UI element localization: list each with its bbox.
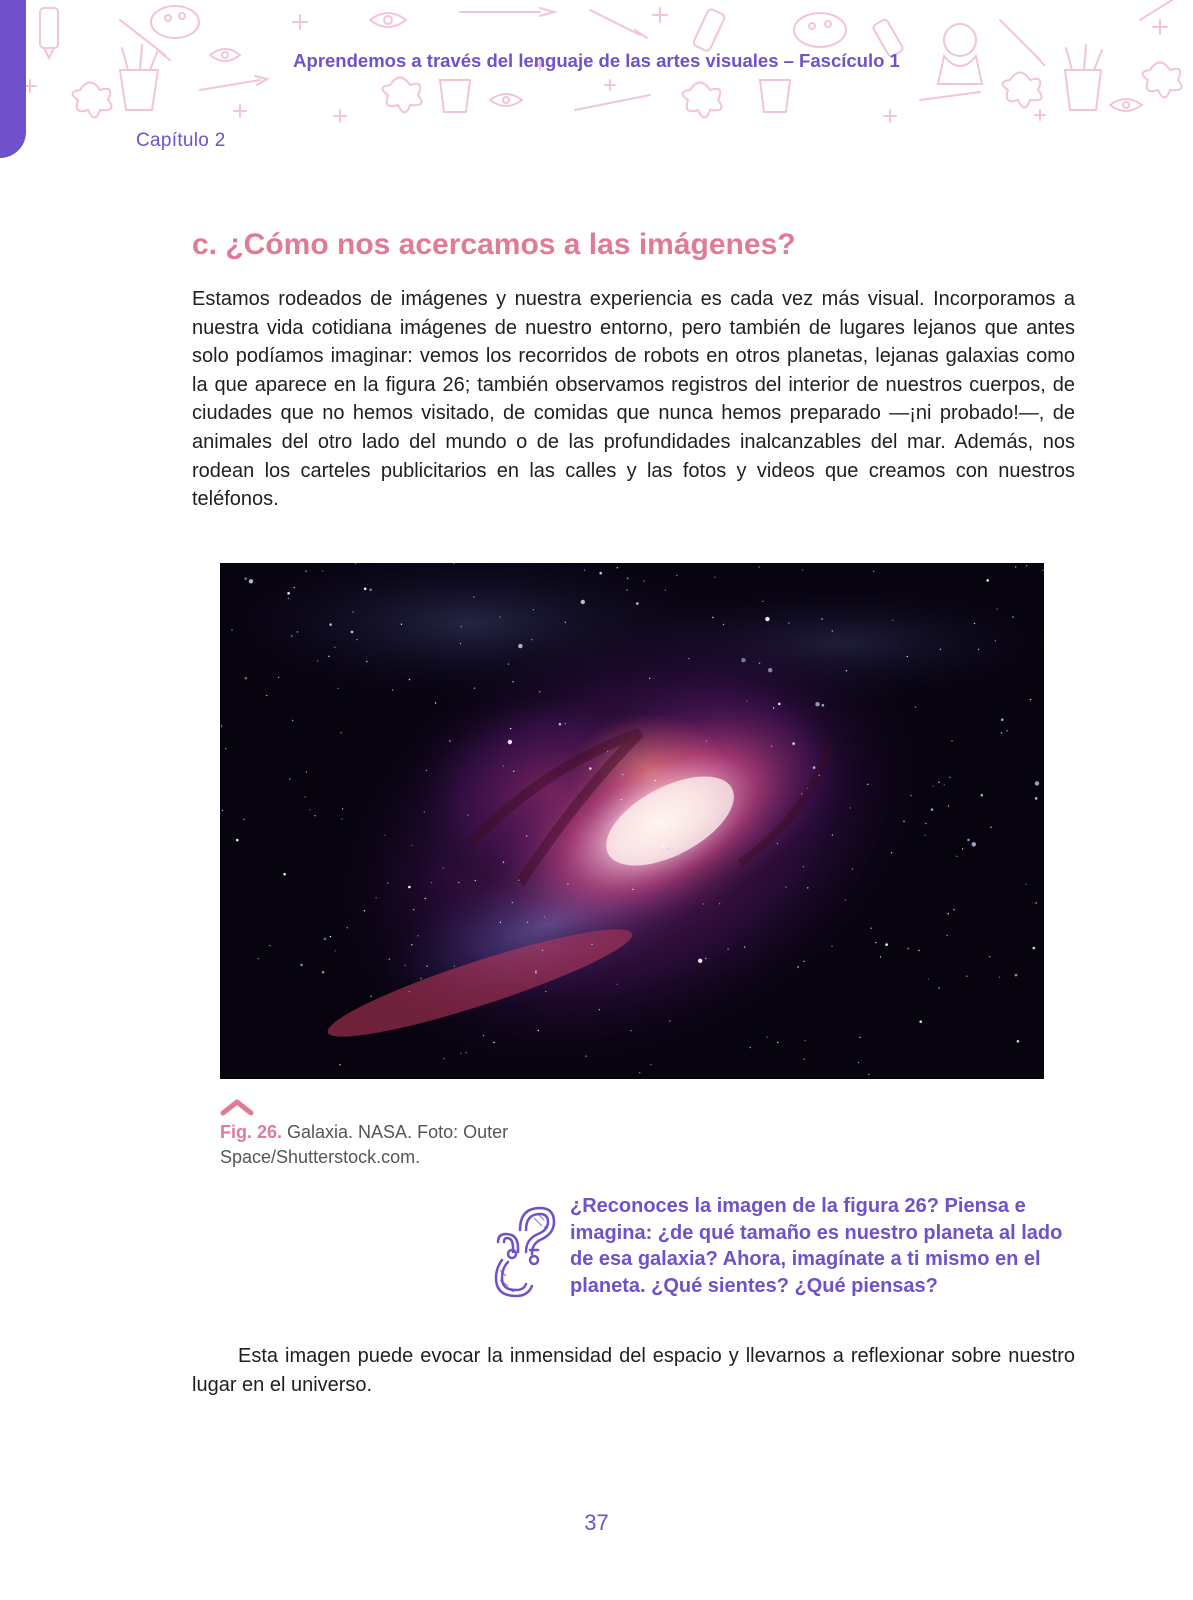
figure-label: Fig. 26.	[220, 1122, 283, 1142]
section-title: c. ¿Cómo nos acercamos a las imágenes?	[192, 228, 796, 261]
galaxy-photo	[220, 563, 1044, 1079]
series-title: Aprendemos a través del lenguaje de las artes visuales – Fascículo 1	[293, 50, 900, 71]
figure-caption	[220, 1120, 550, 1170]
body-paragraph-2: Esta imagen puede evocar la inmensidad del espacio y llevarnos a reflexionar sobre nuestro lugar en el universo.	[192, 1345, 1075, 1396]
reflection-question: ¿Reconoces la imagen de la figura 26? Piensa e imagina: ¿de qué tamaño es nuestro planeta al lado de esa galaxia? Ahora, imagínate a ti mismo en el planeta. ¿Qué sientes? ¿Qué piensas?	[570, 1195, 1063, 1297]
question-marks-icon	[494, 1200, 556, 1300]
chapter-side-tab	[0, 0, 26, 158]
page-number: 37	[584, 1510, 609, 1535]
body-paragraph-1: Estamos rodeados de imágenes y nuestra experiencia es cada vez más visual. Incorporamos a nuestra vida cotidiana imágenes de nuestro entorno, pero también de lugares lejanos que antes solo podíamos imaginar: vemos los recorridos de robots en otros planetas, lejanas galaxias como la que aparece en la figura 26; también observamos registros del interior de nuestros cuerpos, de ciudades que no hemos visitado, de comidas que nunca hemos preparado —¡ni probado!—, de animales del otro lado del mundo o de las profundidades inalcanzables del mar. Además, nos rodean los carteles publicitarios en las calles y las fotos y videos que creamos con nuestros teléfonos.	[192, 288, 1075, 511]
chevron-up-icon	[220, 1098, 254, 1116]
chapter-label: Capítulo 2	[136, 130, 226, 151]
figure-caption-text: Galaxia. NASA. Foto: Outer Space/Shutterstock.com.	[220, 1122, 509, 1167]
